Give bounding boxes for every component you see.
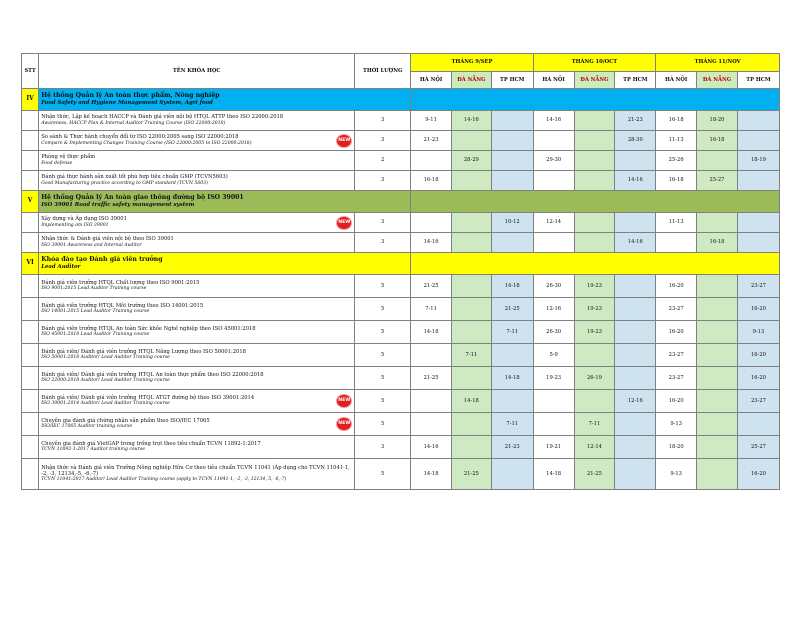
course-name-en: Implementing am ISO 39001 [41, 222, 109, 228]
schedule-cell-hcm: 16-20 [737, 298, 779, 321]
schedule-cell-hanoi: 23-27 [656, 367, 697, 390]
schedule-cell-hcm [737, 171, 779, 191]
section-fill [411, 191, 780, 213]
duration-header: THỜI LƯỢNG [355, 54, 411, 89]
schedule-cell-danang: 14-16 [451, 111, 491, 131]
schedule-cell-danang [697, 459, 738, 490]
course-name-vi: Nhận thức, Lập kế hoạch HACCP và Đánh giá viên nội bộ HTQL ATTP theo ISO 22000:2018 [41, 114, 284, 121]
course-name-vi: Phòng vệ thực phẩm [41, 154, 96, 161]
course-name-vi: Đánh giá viên trưởng HTQL An toàn Sức khỏe Nghề nghiệp theo ISO 45001:2018 [41, 325, 256, 332]
duration-cell: 3 [355, 171, 411, 191]
duration-cell: 2 [355, 151, 411, 171]
schedule-cell-danang [451, 213, 491, 233]
course-row [22, 131, 780, 151]
schedule-cell-hanoi: 12-14 [533, 213, 574, 233]
schedule-cell-hanoi: 21-25 [411, 275, 452, 298]
schedule-cell-danang [574, 213, 615, 233]
new-badge-icon: NEW [337, 217, 351, 229]
stt-cell [22, 321, 39, 344]
stt-cell [22, 111, 39, 131]
schedule-cell-hcm: 10-12 [491, 213, 533, 233]
stt-header: STT [22, 54, 39, 89]
course-name-en: Awareness, HACCP Plan & Internal Auditor Training Course (ISO 22000:2018) [41, 120, 226, 126]
schedule-cell-hanoi [411, 413, 452, 436]
course-name-en: ISO 14001:2015 Lead Auditor Training course [41, 309, 150, 314]
course-name [39, 213, 355, 233]
city-header-hcm-m2: TP HCM [615, 72, 656, 89]
course-name-en: TCVN 11041:2017 Auditor/ Lead Auditor Training course (apply to TCVN 11041-1, -2, -3, 12134, 5, -6,-7) [41, 477, 287, 483]
schedule-cell-hanoi [533, 413, 574, 436]
schedule-cell-hcm: 14-16 [615, 233, 656, 253]
schedule-cell-danang: 12-14 [574, 436, 615, 459]
schedule-cell-danang [574, 344, 615, 367]
course-name [39, 459, 355, 490]
course-name-vi: Nhận thức & Đánh giá viên nội bộ theo ISO 39001 [41, 236, 174, 243]
course-name [39, 131, 355, 151]
stt-cell [22, 344, 39, 367]
schedule-cell-hanoi: 16-18 [411, 171, 452, 191]
schedule-cell-danang [574, 131, 615, 151]
schedule-cell-danang [697, 151, 738, 171]
city-header-hanoi-m2: HÀ NỘI [533, 72, 574, 89]
duration-cell: 3 [355, 436, 411, 459]
schedule-cell-hcm: 7-11 [491, 321, 533, 344]
section-title [39, 253, 411, 275]
schedule-cell-hanoi: 14-18 [533, 459, 574, 490]
schedule-cell-hcm [737, 111, 779, 131]
section-title [39, 191, 411, 213]
duration-cell: 3 [355, 111, 411, 131]
section-title-vi: Hệ thống Quản lý An toàn giao thông đường bộ ISO 39001 [41, 194, 244, 202]
schedule-cell-hanoi [533, 390, 574, 413]
duration-cell: 5 [355, 413, 411, 436]
schedule-cell-hanoi: 23-27 [656, 298, 697, 321]
course-name-vi: Chuyên gia đánh giá chứng nhận sản phẩm theo ISO/IEC 17065 [41, 417, 210, 424]
duration-cell: 3 [355, 213, 411, 233]
duration-cell: 5 [355, 321, 411, 344]
schedule-cell-hanoi [533, 233, 574, 253]
course-name-en: Good Manufacturing practice according to GMP standard (TCVN 5603) [41, 180, 208, 186]
new-badge-icon: NEW [337, 395, 351, 407]
course-name-en: ISO 39001 Awareness and Internal Auditor [41, 242, 142, 248]
course-name [39, 390, 355, 413]
course-name-vi: Đánh giá thực hành sản xuất tốt phù hợp tiêu chuẩn GMP (TCVN5603) [41, 174, 228, 181]
course-name-en: Compare & Implementing Changes Training Course (ISO 22000:2005 to ISO 22000:2018) [41, 140, 252, 146]
schedule-cell-danang [451, 275, 491, 298]
schedule-cell-danang [697, 344, 738, 367]
schedule-cell-danang: 7-11 [574, 413, 615, 436]
schedule-cell-danang: 19-23 [574, 275, 615, 298]
schedule-cell-hanoi: 26-30 [533, 321, 574, 344]
course-name [39, 367, 355, 390]
schedule-cell-hanoi: 14-16 [411, 436, 452, 459]
course-row [22, 171, 780, 191]
course-name [39, 413, 355, 436]
schedule-cell-danang [697, 413, 738, 436]
schedule-cell-hcm [491, 344, 533, 367]
stt-cell [22, 131, 39, 151]
schedule-cell-hanoi: 16-18 [656, 111, 697, 131]
course-name-en: ISO 22000:2018 Auditor/ Lead Auditor Training course [41, 378, 170, 383]
month-header-oct: THÁNG 10/OCT [533, 54, 656, 72]
schedule-cell-hcm [737, 213, 779, 233]
course-row [22, 275, 780, 298]
schedule-cell-hcm [615, 367, 656, 390]
schedule-cell-hanoi: 19-23 [533, 367, 574, 390]
schedule-cell-danang [451, 171, 491, 191]
schedule-cell-danang [451, 131, 491, 151]
stt-cell [22, 390, 39, 413]
schedule-cell-hanoi: 23-27 [656, 344, 697, 367]
schedule-cell-hanoi: 16-18 [656, 171, 697, 191]
duration-cell: 3 [355, 233, 411, 253]
schedule-cell-hanoi: 5-9 [533, 344, 574, 367]
schedule-cell-danang: 16-18 [697, 233, 738, 253]
schedule-cell-hcm: 28-30 [615, 131, 656, 151]
month-header-sep: THÁNG 9/SEP [411, 54, 534, 72]
course-name [39, 436, 355, 459]
schedule-cell-hcm [737, 413, 779, 436]
schedule-cell-hanoi: 9-13 [656, 413, 697, 436]
schedule-cell-hcm [737, 233, 779, 253]
schedule-cell-hcm [615, 413, 656, 436]
schedule-cell-danang [574, 233, 615, 253]
schedule-cell-danang: 21-25 [574, 459, 615, 490]
schedule-cell-danang [697, 321, 738, 344]
course-name [39, 111, 355, 131]
schedule-cell-hcm: 23-27 [737, 390, 779, 413]
schedule-cell-hcm [615, 213, 656, 233]
section-fill [411, 89, 780, 111]
duration-cell: 5 [355, 344, 411, 367]
course-name [39, 298, 355, 321]
course-name-vi: Chuyên gia đánh giá VietGAP trong trồng trọt theo tiêu chuẩn TCVN 11892-1:2017 [41, 440, 261, 447]
course-name-vi: Xây dựng và Áp dụng ISO 39001 [41, 216, 127, 223]
schedule-cell-hcm: 7-11 [491, 413, 533, 436]
course-name-en: ISO 50001:2018 Auditor/ Lead Auditor Training course [41, 355, 170, 360]
schedule-cell-danang [574, 111, 615, 131]
schedule-cell-hcm [615, 436, 656, 459]
course-row [22, 111, 780, 131]
schedule-cell-hanoi: 11-13 [656, 213, 697, 233]
duration-cell: 5 [355, 298, 411, 321]
course-name-vi: Đánh giá viên/ Đánh giá viên trưởng HTQL An toàn thực phẩm theo ISO 22000:2018 [41, 371, 264, 378]
new-badge-icon: NEW [337, 135, 351, 147]
stt-cell [22, 151, 39, 171]
schedule-cell-hanoi: 11-13 [656, 131, 697, 151]
schedule-cell-hcm: 21-23 [615, 111, 656, 131]
course-name [39, 275, 355, 298]
schedule-cell-danang [574, 390, 615, 413]
schedule-cell-danang [451, 321, 491, 344]
stt-cell [22, 436, 39, 459]
schedule-cell-hanoi: 19-21 [533, 436, 574, 459]
schedule-cell-hanoi: 9-13 [656, 459, 697, 490]
section-row [22, 191, 780, 213]
schedule-cell-hcm [491, 390, 533, 413]
schedule-cell-danang: 16-18 [697, 131, 738, 151]
schedule-cell-hcm [615, 298, 656, 321]
schedule-cell-hanoi: 18-20 [656, 436, 697, 459]
course-name-en: Food defense [41, 160, 73, 166]
schedule-cell-hanoi: 14-16 [533, 111, 574, 131]
course-row [22, 367, 780, 390]
course-name-en: ISO 9001:2015 Lead Auditor Training course [41, 286, 147, 291]
stt-cell [22, 298, 39, 321]
section-title [39, 89, 411, 111]
course-row [22, 233, 780, 253]
course-name-en: ISO 45001:2018 Lead Auditor Training course [41, 332, 150, 337]
stt-cell [22, 413, 39, 436]
schedule-cell-hanoi: 14-18 [411, 321, 452, 344]
section-title-en: ISO 39001 Road traffic safety management system [41, 201, 195, 208]
course-name-en: ISO/IEC 17065 Auditor training course [41, 424, 133, 429]
schedule-cell-danang: 19-23 [574, 298, 615, 321]
city-header-danang-m2: ĐÀ NẴNG [574, 72, 615, 89]
course-name-vi: Đánh giá viên/ Đánh giá viên trưởng HTQL Năng Lượng theo ISO 50001:2018 [41, 348, 246, 355]
course-row [22, 390, 780, 413]
schedule-cell-danang: 25-27 [697, 171, 738, 191]
course-row [22, 321, 780, 344]
schedule-cell-hcm: 12-16 [615, 390, 656, 413]
schedule-cell-hcm [615, 275, 656, 298]
schedule-cell-hcm [491, 459, 533, 490]
schedule-cell-danang: 7-11 [451, 344, 491, 367]
schedule-cell-hanoi [656, 233, 697, 253]
course-name-en: ISO 39001:2014 Auditor/ Lead Auditor Training course [41, 401, 170, 406]
schedule-cell-hanoi: 26-30 [533, 275, 574, 298]
schedule-cell-hcm: 14-18 [491, 367, 533, 390]
schedule-cell-hanoi [411, 344, 452, 367]
schedule-cell-hanoi: 9-11 [411, 111, 452, 131]
schedule-cell-hanoi [411, 213, 452, 233]
section-title-en: Food Safety and Hygiene Management System, Agri food [41, 99, 213, 106]
schedule-cell-hanoi: 14-16 [411, 233, 452, 253]
schedule-cell-danang: 14-18 [451, 390, 491, 413]
duration-cell: 5 [355, 275, 411, 298]
schedule-cell-hcm [491, 233, 533, 253]
schedule-cell-danang [451, 436, 491, 459]
stt-cell [22, 275, 39, 298]
schedule-cell-hanoi [411, 390, 452, 413]
section-row [22, 253, 780, 275]
schedule-cell-hanoi: 14-18 [411, 459, 452, 490]
course-row [22, 413, 780, 436]
schedule-cell-danang: 28-29 [451, 151, 491, 171]
schedule-cell-danang: 19-23 [574, 321, 615, 344]
schedule-cell-danang [697, 298, 738, 321]
course-name [39, 321, 355, 344]
section-row [22, 89, 780, 111]
schedule-cell-hanoi [533, 171, 574, 191]
schedule-cell-danang [697, 275, 738, 298]
city-header-hanoi-m1: HÀ NỘI [411, 72, 452, 89]
section-number: IV [22, 89, 39, 111]
duration-cell: 5 [355, 367, 411, 390]
section-number: VI [22, 253, 39, 275]
schedule-cell-hcm: 16-20 [737, 344, 779, 367]
course-row [22, 213, 780, 233]
schedule-cell-hcm: 16-20 [737, 459, 779, 490]
schedule-cell-hcm [491, 131, 533, 151]
month-header-nov: THÁNG 11/NOV [656, 54, 780, 72]
schedule-cell-hcm [615, 459, 656, 490]
schedule-cell-danang [574, 171, 615, 191]
stt-cell [22, 213, 39, 233]
schedule-cell-hcm: 14-16 [615, 171, 656, 191]
schedule-cell-hcm: 14-18 [491, 275, 533, 298]
course-name [39, 344, 355, 367]
course-name-vi: Đánh giá viên/ Đánh giá viên trưởng HTQL ATGT đường bộ theo ISO 39001:2014 [41, 394, 255, 401]
schedule-cell-danang [697, 213, 738, 233]
schedule-cell-hcm: 21-23 [491, 436, 533, 459]
city-header-hanoi-m3: HÀ NỘI [656, 72, 697, 89]
city-header-danang-m1: ĐÀ NẴNG [451, 72, 491, 89]
section-number: V [22, 191, 39, 213]
schedule-cell-hanoi: 21-23 [411, 131, 452, 151]
schedule-cell-hcm [737, 131, 779, 151]
schedule-cell-hcm: 16-20 [737, 367, 779, 390]
schedule-cell-danang [697, 390, 738, 413]
schedule-cell-danang [451, 413, 491, 436]
schedule-cell-danang: 18-20 [697, 111, 738, 131]
schedule-cell-hanoi [411, 151, 452, 171]
schedule-cell-danang [574, 151, 615, 171]
training-schedule-table [21, 53, 780, 490]
new-badge-icon: NEW [337, 418, 351, 430]
schedule-cell-hanoi: 16-20 [656, 321, 697, 344]
schedule-cell-danang [451, 298, 491, 321]
course-name [39, 233, 355, 253]
section-title-vi: Hệ thống Quản lý An toàn thực phẩm, Nông nghiệp [41, 92, 220, 100]
city-header-danang-m3: ĐÀ NẴNG [697, 72, 738, 89]
course-row [22, 344, 780, 367]
section-title-vi: Khóa đào tạo Đánh giá viên trưởng [41, 256, 163, 264]
course-name-vi: Đánh giá viên trưởng HTQL Môi trường theo ISO 14001:2015 [41, 302, 204, 309]
course-row [22, 436, 780, 459]
schedule-cell-hcm [491, 111, 533, 131]
schedule-cell-hanoi: 16-20 [656, 275, 697, 298]
course-name-vi: Nhận thức và Đánh giá viên Trưởng Nông nghiệp Hữu Cơ theo tiêu chuẩn TCVN 11041 (Áp dụng cho TCVN 11041-1, -2, -3, 12134,-5, -6,-7) [41, 464, 350, 477]
course-name-vi: So sánh & Thực hành chuyển đổi từ ISO 22000:2005 sang ISO 22000:2018 [41, 134, 239, 141]
schedule-cell-danang [451, 233, 491, 253]
city-header-hcm-m1: TP HCM [491, 72, 533, 89]
schedule-cell-hcm [615, 151, 656, 171]
schedule-cell-danang: 26-19 [574, 367, 615, 390]
schedule-cell-hanoi: 25-26 [656, 151, 697, 171]
schedule-cell-hcm [491, 171, 533, 191]
schedule-cell-hanoi: 21-25 [411, 367, 452, 390]
course-row [22, 298, 780, 321]
schedule-cell-danang [697, 367, 738, 390]
duration-cell: 5 [355, 459, 411, 490]
schedule-cell-danang: 21-25 [451, 459, 491, 490]
stt-cell [22, 171, 39, 191]
schedule-cell-hcm: 18-19 [737, 151, 779, 171]
schedule-cell-hcm: 9-13 [737, 321, 779, 344]
section-title-en: Lead Auditor [41, 263, 81, 270]
course-row [22, 151, 780, 171]
schedule-cell-hanoi: 29-30 [533, 151, 574, 171]
stt-cell [22, 233, 39, 253]
city-header-hcm-m3: TP HCM [737, 72, 779, 89]
duration-cell: 5 [355, 390, 411, 413]
schedule-cell-hcm [615, 344, 656, 367]
course-name-en: TCVN 11892-1:2017 Auditor training course [41, 447, 145, 452]
schedule-cell-danang [451, 367, 491, 390]
schedule-cell-hanoi: 12-16 [533, 298, 574, 321]
schedule-cell-hanoi: 7-11 [411, 298, 452, 321]
schedule-cell-hcm: 23-27 [737, 275, 779, 298]
course-name [39, 171, 355, 191]
section-fill [411, 253, 780, 275]
duration-cell: 3 [355, 131, 411, 151]
schedule-cell-hcm [491, 151, 533, 171]
schedule-cell-danang [697, 436, 738, 459]
course-row [22, 459, 780, 490]
stt-cell [22, 367, 39, 390]
course-name-vi: Đánh giá viên trưởng HTQL Chất lượng theo ISO 9001:2015 [41, 279, 200, 286]
schedule-cell-hanoi [533, 131, 574, 151]
course-name-header: TÊN KHÓA HỌC [39, 54, 355, 89]
schedule-cell-hcm [615, 321, 656, 344]
schedule-cell-hcm: 25-27 [737, 436, 779, 459]
schedule-cell-hanoi: 16-20 [656, 390, 697, 413]
schedule-cell-hcm: 21-25 [491, 298, 533, 321]
course-name [39, 151, 355, 171]
table-header [22, 54, 780, 89]
stt-cell [22, 459, 39, 490]
